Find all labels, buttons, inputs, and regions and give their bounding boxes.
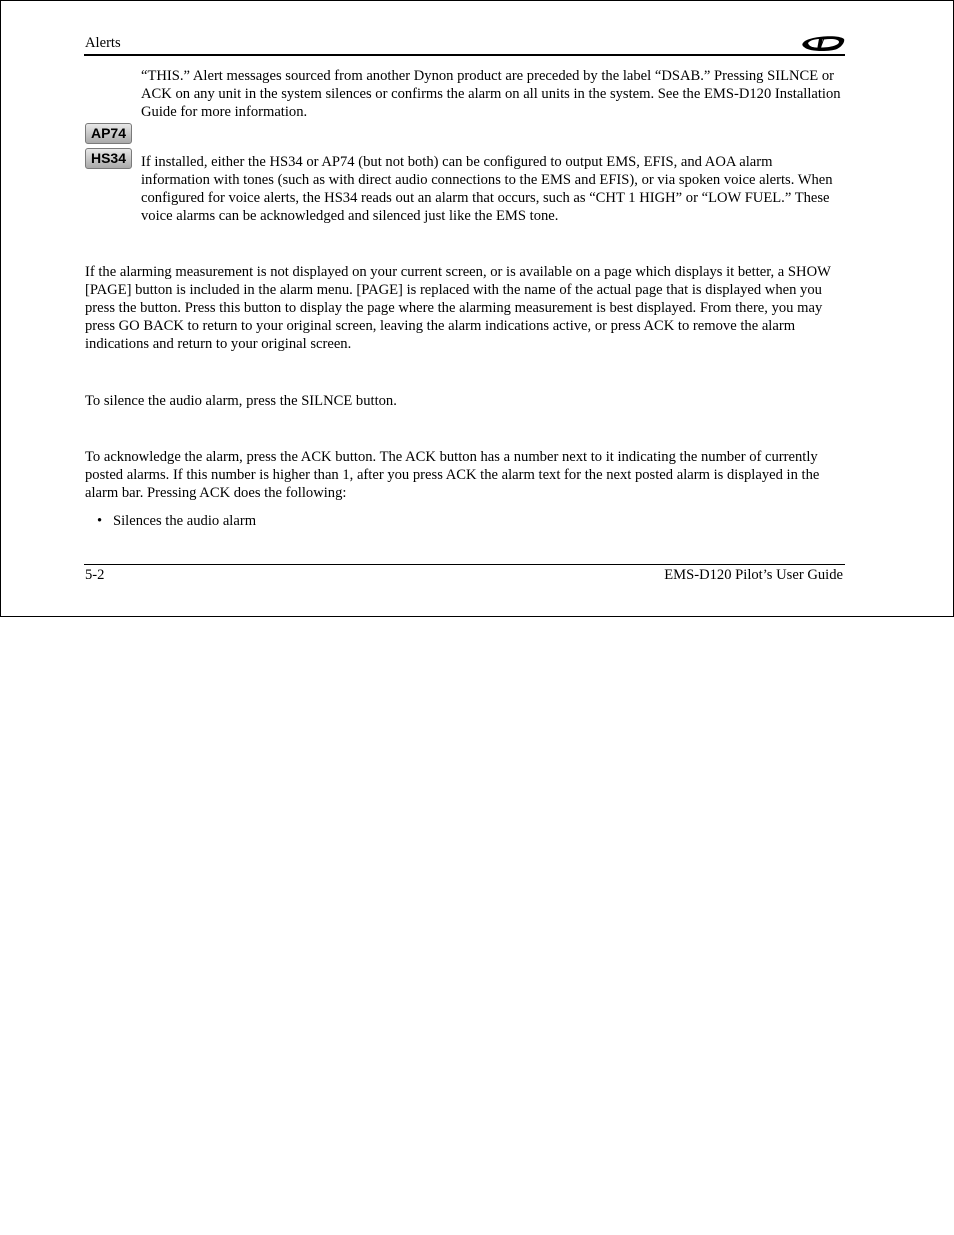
footer-rule: [84, 564, 845, 565]
header-rule: [84, 54, 845, 56]
hs34-badge-icon: HS34: [85, 148, 132, 169]
dynon-logo-icon: [801, 33, 845, 53]
footer-page-number: 5-2: [85, 567, 105, 583]
show-page-paragraph: If the alarming measurement is not displayed on your current screen, or is available on a page which displays it better, a SHOW [PAGE] button is included in the alarm menu. [PAGE] is replaced with the name of the actual page that is displayed when you press the button. Press this button to display the page where the alarming measurement is best displayed. From there, you may press GO BACK to return to your original screen, leaving the alarm indications active, or press ACK to remove the alarm indications and return to your original screen.: [85, 264, 831, 352]
bullet-dot-icon: •: [97, 513, 103, 529]
silence-paragraph: To silence the audio alarm, press the SILNCE button.: [85, 393, 397, 409]
ap74-badge-icon: AP74: [85, 123, 132, 144]
dsab-paragraph: “THIS.” Alert messages sourced from another Dynon product are preceded by the label “DSAB.” Pressing SILNCE or ACK on any unit in the system silences or confirms the alarm on all units in the system. See the EMS-D120 Installation Guide for more information.: [141, 68, 841, 120]
acknowledge-paragraph: To acknowledge the alarm, press the ACK button. The ACK button has a number next to it indicating the number of currently posted alarms. If this number is higher than 1, after you press ACK the alarm text for the next posted alarm is displayed in the alarm bar. Pressing ACK does the following:: [85, 449, 820, 501]
bullet-list: [97, 512, 256, 530]
footer-guide-title: EMS-D120 Pilot’s User Guide: [664, 567, 843, 583]
running-header-title: Alerts: [85, 35, 121, 51]
list-item: Silences the audio alarm: [113, 513, 257, 529]
voice-alerts-paragraph: If installed, either the HS34 or AP74 (but not both) can be configured to output EMS, EFIS, and AOA alarm information with tones (such as with direct audio connections to the EMS and EFIS), or via spoken voice alerts. When configured for voice alerts, the HS34 reads out an alarm that occurs, such as “CHT 1 HIGH” or “LOW FUEL.” These voice alarms can be acknowledged and silenced just like the EMS tone.: [141, 154, 833, 224]
document-page: [0, 0, 954, 617]
